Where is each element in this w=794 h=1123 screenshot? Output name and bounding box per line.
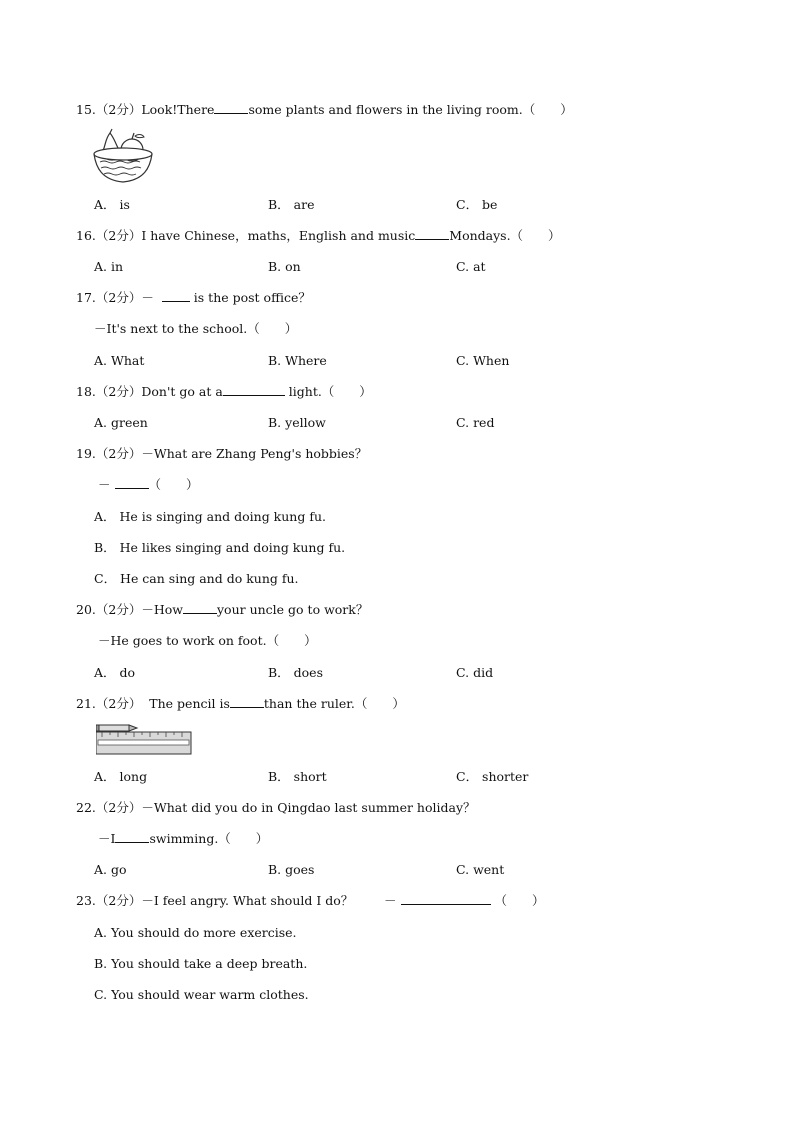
reply-dash: － — [384, 893, 397, 908]
option-c: C. When — [456, 353, 510, 368]
question-number: 17.（2分）－ — [76, 290, 154, 305]
option-b: B. goes — [268, 862, 315, 877]
reply-dash: － — [98, 477, 111, 492]
question-16 — [76, 228, 561, 244]
question-text: －I feel angry. What should I do？ — [141, 893, 354, 908]
question-22-reply — [98, 831, 268, 847]
question-17 — [76, 290, 311, 306]
question-text: than the ruler.（ ） — [263, 696, 405, 711]
answer-blank — [115, 477, 149, 489]
reply-text: swimming.（ ） — [149, 831, 269, 846]
question-20-reply: －He goes to work on foot.（ ） — [98, 633, 317, 648]
question-18 — [76, 384, 372, 400]
question-number: 18.（2分） — [76, 384, 142, 399]
question-number: 22.（2分） — [76, 800, 142, 815]
question-22 — [76, 800, 476, 816]
option-b: B. You should take a deep breath. — [94, 956, 308, 971]
option-c: C. at — [456, 259, 486, 274]
option-c: C. went — [456, 862, 505, 877]
question-text: is the post office？ — [193, 290, 311, 305]
question-23 — [76, 893, 353, 909]
answer-blank — [183, 602, 217, 614]
answer-parens: （ ） — [494, 893, 545, 908]
question-19-reply — [98, 477, 199, 493]
option-b: B. Where — [268, 353, 327, 368]
option-a: A． do — [94, 665, 136, 680]
option-a: A. go — [94, 862, 127, 877]
option-a: A. You should do more exercise. — [94, 925, 297, 940]
answer-blank — [115, 831, 149, 843]
answer-blank — [214, 102, 248, 114]
question-number: 21.（2分） — [76, 696, 142, 711]
option-b: B． short — [268, 769, 327, 784]
option-b: B． does — [268, 665, 323, 680]
question-number: 23.（2分） — [76, 893, 142, 908]
option-c: C． be — [456, 197, 498, 212]
option-c: C． shorter — [456, 769, 529, 784]
option-a: A． is — [94, 197, 130, 212]
question-text: Don't go at a — [141, 384, 223, 399]
option-c: C． He can sing and do kung fu. — [94, 571, 299, 586]
question-text: Look!There — [141, 102, 215, 117]
question-text: light.（ ） — [288, 384, 372, 399]
answer-parens: （ ） — [148, 477, 199, 492]
fruit-basket-image — [92, 128, 160, 186]
question-23-reply — [384, 893, 545, 909]
question-number: 16.（2分） — [76, 228, 142, 243]
option-c: C. red — [456, 415, 495, 430]
option-a: A. What — [94, 353, 145, 368]
question-15 — [76, 102, 573, 118]
option-a: A． He is singing and doing kung fu. — [94, 509, 326, 524]
question-text: I have Chinese，maths，English and music — [141, 228, 416, 243]
reply-text: －I — [98, 831, 116, 846]
answer-blank — [415, 228, 449, 240]
option-b: B. on — [268, 259, 301, 274]
option-a: A． long — [94, 769, 148, 784]
question-19 — [76, 446, 367, 462]
answer-blank — [223, 384, 285, 396]
answer-blank — [401, 893, 491, 905]
question-text: －What did you do in Qingdao last summer holiday？ — [141, 800, 476, 815]
question-number: 15.（2分） — [76, 102, 142, 117]
question-text: Mondays.（ ） — [449, 228, 561, 243]
option-b: B． He likes singing and doing kung fu. — [94, 540, 346, 555]
answer-blank — [230, 696, 264, 708]
option-a: A. in — [94, 259, 124, 274]
question-21 — [76, 696, 405, 712]
pencil-ruler-image — [96, 723, 192, 755]
option-c: C. You should wear warm clothes. — [94, 987, 309, 1002]
option-c: C. did — [456, 665, 494, 680]
option-b: B． are — [268, 197, 315, 212]
option-a: A. green — [94, 415, 148, 430]
question-17-reply: －It's next to the school.（ ） — [94, 321, 298, 336]
question-number: 19.（2分） — [76, 446, 142, 461]
question-text: The pencil is — [149, 696, 230, 711]
question-text: －What are Zhang Peng's hobbies？ — [141, 446, 368, 461]
answer-blank — [162, 290, 190, 302]
question-text: your uncle go to work？ — [216, 602, 369, 617]
option-b: B. yellow — [268, 415, 326, 430]
question-20 — [76, 602, 368, 618]
question-text: some plants and flowers in the living room.（ ） — [248, 102, 573, 117]
question-text: －How — [141, 602, 183, 617]
question-number: 20.（2分） — [76, 602, 142, 617]
